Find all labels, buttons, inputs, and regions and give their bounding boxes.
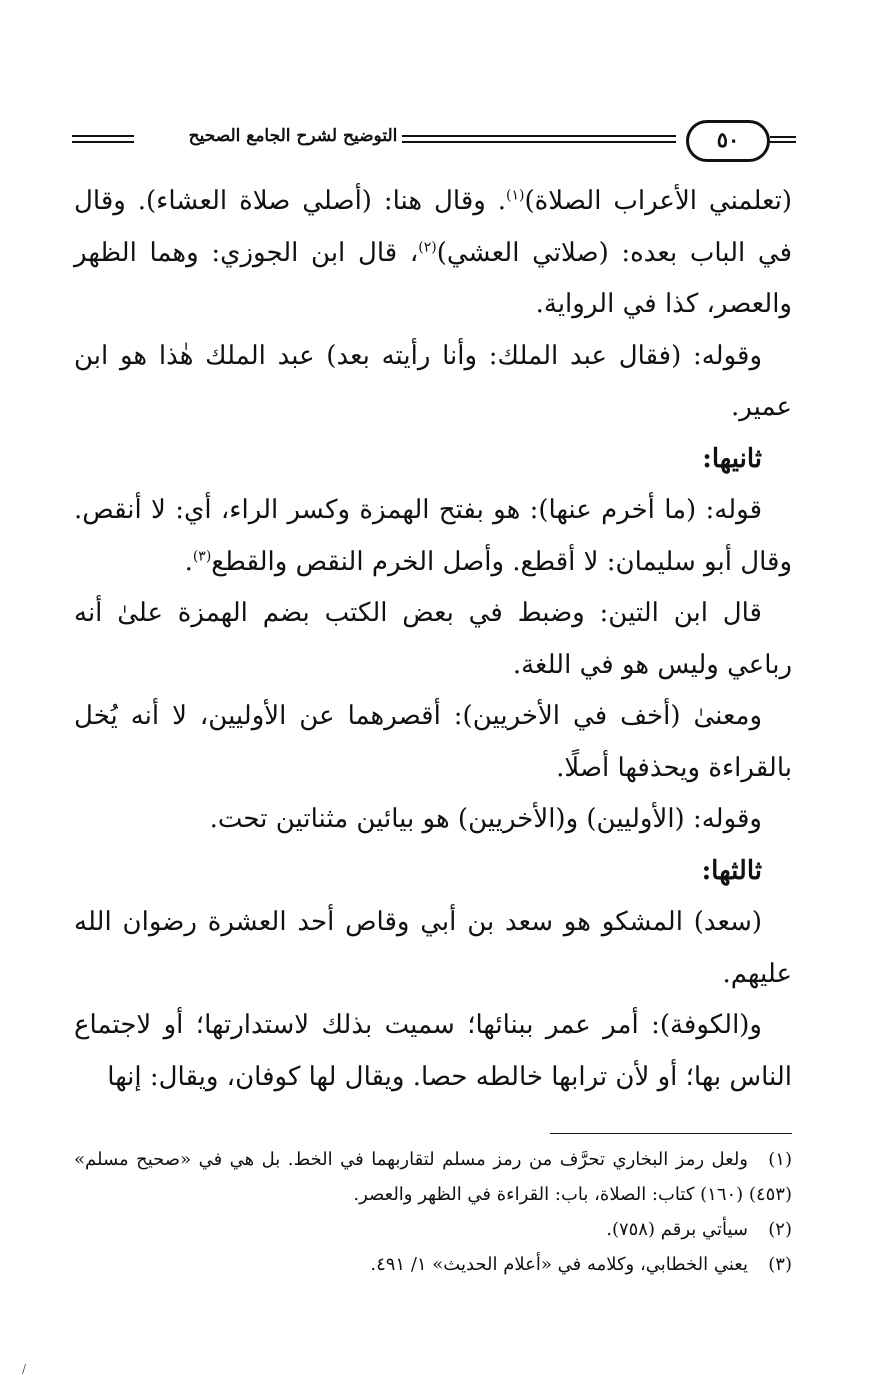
- footnote-ref-1: (١): [506, 187, 525, 204]
- footnote-text: ولعل رمز البخاري تحرَّف من رمز مسلم لتقاربهما في الخط. بل هي في «صحيح مسلم» (٤٥٣) (١٦٠) كتاب: الصلاة، باب: القراءة في الظهر والعصر.: [74, 1149, 792, 1205]
- footnote-number: (٣): [768, 1254, 792, 1275]
- footnote-ref-3: (٣): [192, 547, 212, 564]
- paragraph-3: قوله: (ما أخرم عنها): هو بفتح الهمزة وكسر الراء، أي: لا أنقص. وقال أبو سليمان: لا أقطع. وأصل الخرم النقص والقطع$^{(٣)}$.: [74, 495, 792, 577]
- section-heading-second: ثانيها:: [702, 443, 762, 474]
- paragraph-4: قال ابن التين: وضبط في بعض الكتب بضم الهمزة علىٰ أنه رباعي وليس هو في اللغة.: [74, 598, 792, 680]
- footnote-ref-2: (٢): [418, 238, 437, 255]
- paragraph-1: (تعلمني الأعراب الصلاة)$^{(١)}$. وقال هنا: (أصلي صلاة العشاء). وقال في الباب بعده: (صلاتي العشي)$^{(٢)}$، قال ابن الجوزي: وهما الظهر والعصر، كذا في الرواية.: [74, 186, 792, 319]
- header-rule-right: [770, 136, 796, 143]
- footnote-number: (٢): [768, 1219, 792, 1240]
- footnotes: [74, 1142, 792, 1282]
- footnote-3: [74, 1247, 792, 1282]
- main-text: [74, 176, 792, 1103]
- footnote-text: سيأتي برقم (٧٥٨).: [606, 1219, 748, 1240]
- footnote-number: (١): [768, 1149, 792, 1170]
- footnote-separator: [550, 1133, 792, 1134]
- paragraph-2: وقوله: (فقال عبد الملك: وأنا رأيته بعد) عبد الملك هٰذا هو ابن عمير.: [74, 340, 792, 422]
- running-title: التوضيح لشرح الجامع الصحيح: [188, 126, 398, 146]
- paragraph-8: و(الكوفة): أمر عمر ببنائها؛ سميت بذلك لاستدارتها؛ أو لاجتماع الناس بها؛ أو لأن ترابها خالطه حصا. ويقال لها كوفان، ويقال: إنها: [74, 1010, 792, 1092]
- paragraph-6: وقوله: (الأوليين) و(الأخريين) هو بيائين مثناتين تحت.: [209, 804, 762, 834]
- section-heading-third: ثالثها:: [701, 855, 762, 886]
- running-header: [72, 118, 794, 168]
- footnote-1: [74, 1142, 792, 1212]
- header-rule-left: [72, 135, 134, 143]
- page-number: ٥٠: [686, 120, 770, 162]
- corner-mark: /: [22, 1362, 27, 1376]
- footnote-text: يعني الخطابي، وكلامه في «أعلام الحديث» ١/ ٤٩١.: [370, 1254, 748, 1275]
- header-rule-middle: [402, 135, 676, 143]
- footnote-2: [74, 1212, 792, 1247]
- paragraph-5: ومعنىٰ (أخف في الأخريين): أقصرهما عن الأوليين، لا أنه يُخل بالقراءة ويحذفها أصلًا.: [74, 701, 792, 783]
- paragraph-7: (سعد) المشكو هو سعد بن أبي وقاص أحد العشرة رضوان الله عليهم.: [74, 907, 792, 989]
